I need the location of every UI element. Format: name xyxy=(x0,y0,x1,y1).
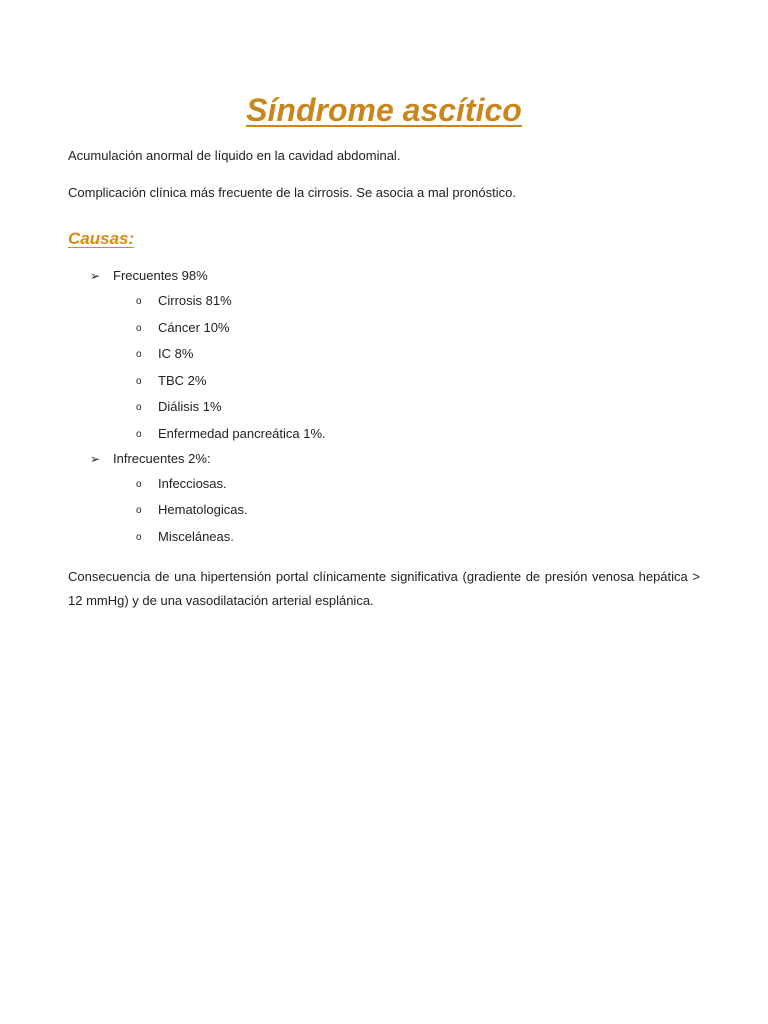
arrow-bullet-icon: ➢ xyxy=(90,452,101,466)
list-item: Enfermedad pancreática 1%. xyxy=(158,426,326,441)
causes-heading-text: Causas: xyxy=(68,229,135,248)
list-item: Infecciosas. xyxy=(158,476,227,491)
list-item: IC 8% xyxy=(158,346,194,361)
list-item: TBC 2% xyxy=(158,373,207,388)
list-item: Diálisis 1% xyxy=(158,399,222,414)
circle-bullet-icon: o xyxy=(136,323,142,334)
conclusion-paragraph: Consecuencia de una hipertensión portal clínicamente significativa (gradiente de presión venosa hepática > 12 mmHg) y de una vasodilatación arterial esplánica. xyxy=(68,569,700,608)
intro-paragraph-2: Complicación clínica más frecuente de la cirrosis. Se asocia a mal pronóstico. xyxy=(68,185,516,200)
circle-bullet-icon: o xyxy=(136,376,142,387)
circle-bullet-icon: o xyxy=(136,296,142,307)
circle-bullet-icon: o xyxy=(136,349,142,360)
circle-bullet-icon: o xyxy=(136,402,142,413)
circle-bullet-icon: o xyxy=(136,532,142,543)
circle-bullet-icon: o xyxy=(136,429,142,440)
circle-bullet-icon: o xyxy=(136,479,142,490)
list-item: Cirrosis 81% xyxy=(158,293,232,308)
arrow-bullet-icon: ➢ xyxy=(90,269,101,283)
list-item: Misceláneas. xyxy=(158,529,234,544)
document-title xyxy=(0,92,768,129)
list-item: Cáncer 10% xyxy=(158,320,230,335)
circle-bullet-icon: o xyxy=(136,505,142,516)
causes-heading xyxy=(68,229,134,249)
list-item-frecuentes: Frecuentes 98% xyxy=(113,268,208,283)
list-item-infrecuentes: Infrecuentes 2%: xyxy=(113,451,211,466)
list-item: Hematologicas. xyxy=(158,502,248,517)
document-title-text: Síndrome ascítico xyxy=(246,92,522,128)
intro-paragraph-1: Acumulación anormal de líquido en la cavidad abdominal. xyxy=(68,148,401,163)
